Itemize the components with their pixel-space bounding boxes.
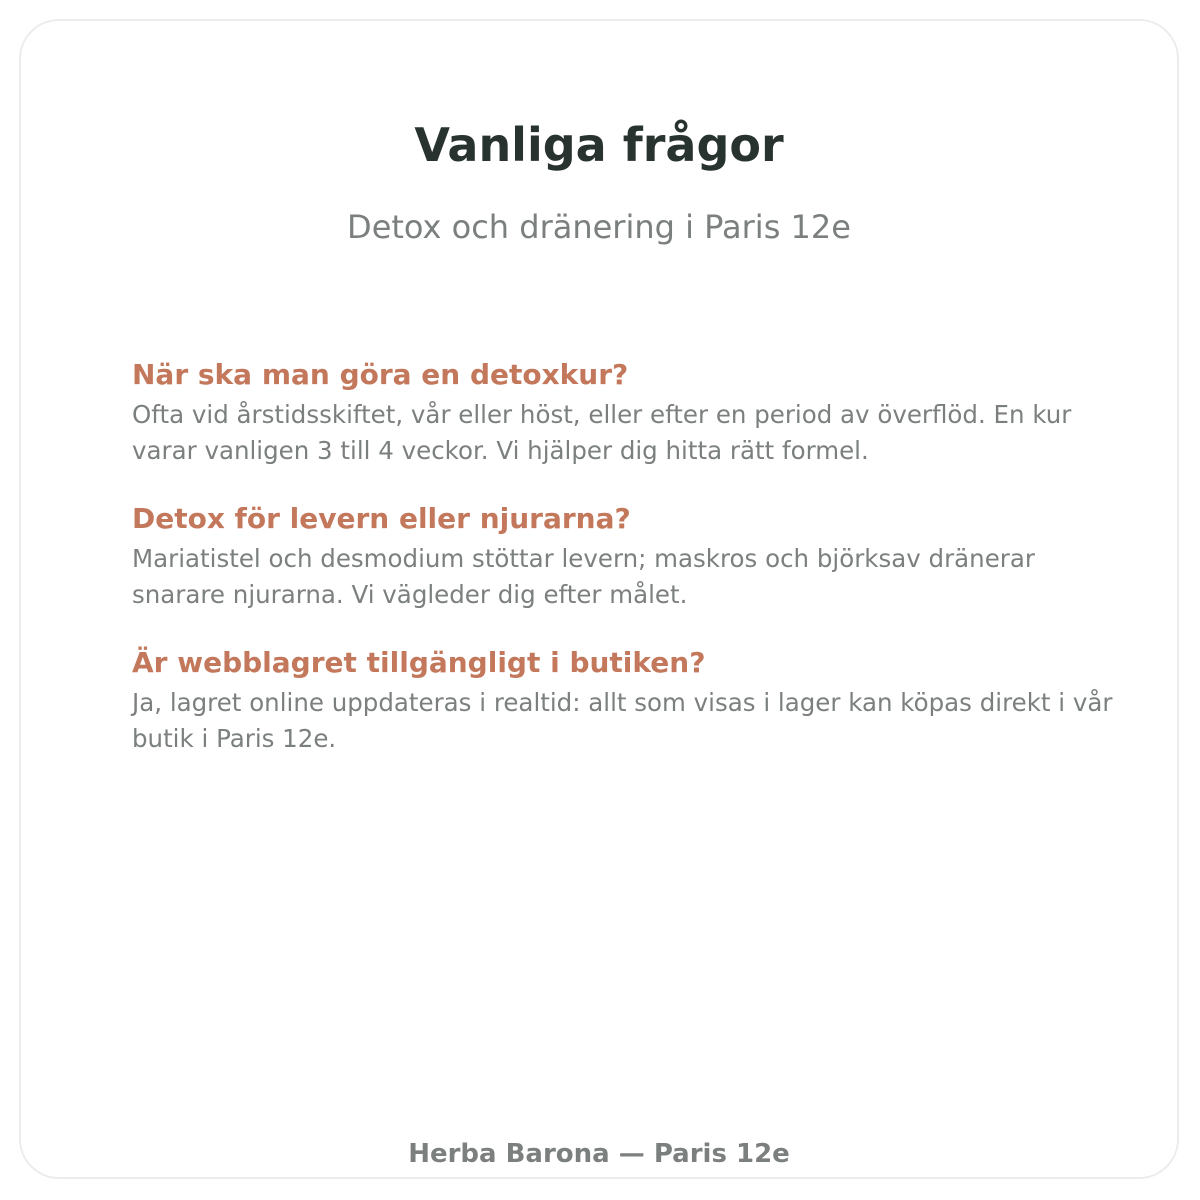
faq-answer: Ofta vid årstidsskiftet, vår eller höst, eller efter en period av överflöd. En kur varar vanligen 3 till 4 veckor. Vi hjälper dig hitta rätt formel. xyxy=(132,400,1072,465)
faq-answer: Mariatistel och desmodium stöttar levern; maskros och björksav dränerar snarare njurarna. Vi vägleder dig efter målet. xyxy=(132,544,1035,609)
page-title: Vanliga frågor xyxy=(414,118,784,172)
footer-brand: Herba Barona — Paris 12e xyxy=(408,1139,790,1169)
page-subtitle: Detox och dränering i Paris 12e xyxy=(347,208,851,246)
faq-card xyxy=(19,19,1179,1179)
faq-item-liver-or-kidneys xyxy=(132,501,1132,613)
faq-question: När ska man göra en detoxkur? xyxy=(132,358,629,391)
faq-answer: Ja, lagret online uppdateras i realtid: allt som visas i lager kan köpas direkt i vår butik i Paris 12e. xyxy=(132,688,1113,753)
faq-question: Är webblagret tillgängligt i butiken? xyxy=(132,646,706,679)
faq-question: Detox för levern eller njurarna? xyxy=(132,502,631,535)
faq-list xyxy=(132,357,1132,789)
faq-item-detox-timing xyxy=(132,357,1132,469)
faq-item-stock-availability xyxy=(132,645,1132,757)
